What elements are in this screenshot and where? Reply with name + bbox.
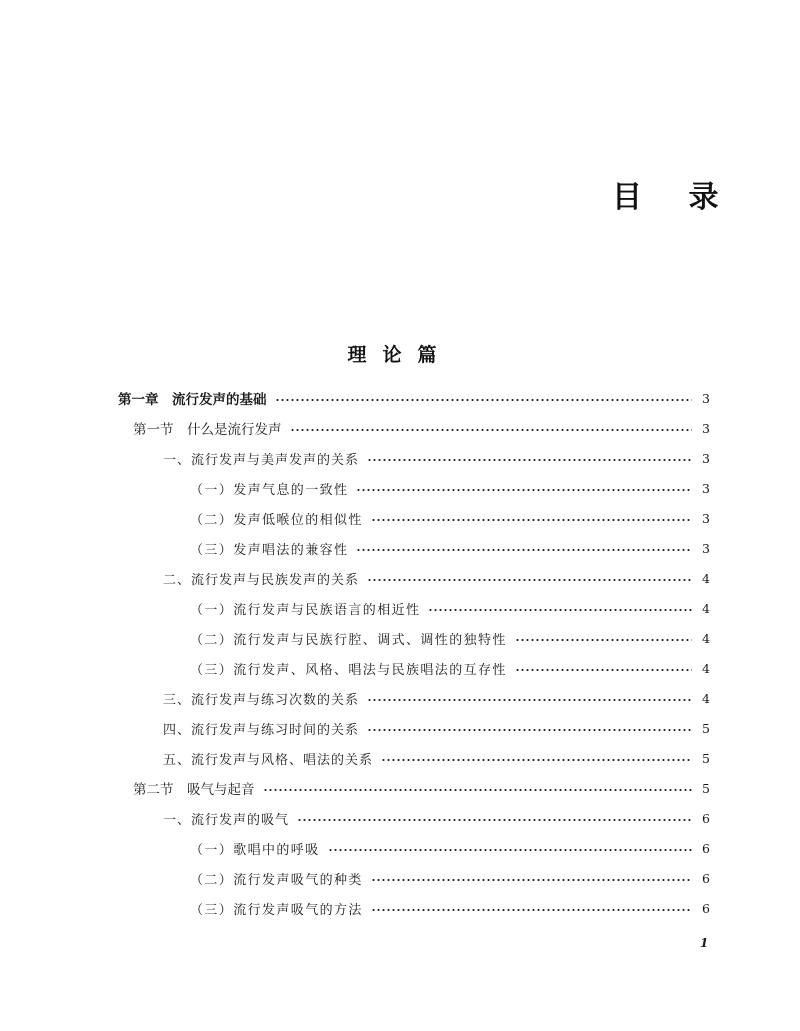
toc-entry[interactable] xyxy=(190,866,710,890)
toc-entry[interactable] xyxy=(190,656,710,680)
toc-entry[interactable] xyxy=(163,806,710,830)
toc-entry-label: （一）歌唱中的呼吸 xyxy=(190,842,320,858)
toc-entry[interactable] xyxy=(133,416,710,440)
toc-entry-page: 3 xyxy=(702,480,710,496)
dot-leader xyxy=(371,909,692,911)
toc-entry-page: 4 xyxy=(702,630,710,646)
dot-leader xyxy=(356,549,692,551)
toc-entry[interactable] xyxy=(190,536,710,560)
dot-leader xyxy=(275,399,693,401)
toc-entry-label: （二）流行发声吸气的种类 xyxy=(190,872,363,888)
toc-entry-label: 第一章 流行发声的基础 xyxy=(118,392,267,408)
toc-entry-page: 4 xyxy=(702,570,710,586)
toc-entry[interactable] xyxy=(118,386,710,410)
toc-entry-page: 4 xyxy=(702,660,710,676)
page-number: 1 xyxy=(700,936,709,950)
toc-entry-page: 6 xyxy=(702,900,710,916)
toc-entry[interactable] xyxy=(163,686,710,710)
dot-leader xyxy=(367,459,692,461)
toc-entry-label: （三）流行发声吸气的方法 xyxy=(190,902,363,918)
toc-entry[interactable] xyxy=(133,776,710,800)
dot-leader xyxy=(297,819,692,821)
toc-entry-page: 3 xyxy=(702,510,710,526)
dot-leader xyxy=(263,789,693,791)
toc-entry[interactable] xyxy=(163,716,710,740)
dot-leader xyxy=(371,879,692,881)
toc-entry-label: 一、流行发声的吸气 xyxy=(163,812,290,828)
dot-leader xyxy=(367,579,692,581)
toc-entry-page: 3 xyxy=(702,420,710,436)
toc-entry[interactable] xyxy=(190,506,710,530)
toc-entry-label: （二）发声低喉位的相似性 xyxy=(190,512,363,528)
toc-entry-page: 4 xyxy=(702,600,710,616)
dot-leader xyxy=(381,759,692,761)
dot-leader xyxy=(356,489,692,491)
toc-entry-label: （三）发声唱法的兼容性 xyxy=(190,542,349,558)
dot-leader xyxy=(428,609,692,611)
toc-entry[interactable] xyxy=(163,566,710,590)
part-title: 理论篇 xyxy=(347,344,453,366)
toc-entry-page: 6 xyxy=(702,810,710,826)
toc-entry-page: 6 xyxy=(702,870,710,886)
toc-entry[interactable] xyxy=(163,446,710,470)
toc-entry-label: （二）流行发声与民族行腔、调式、调性的独特性 xyxy=(190,632,507,648)
toc-entry-label: 三、流行发声与练习次数的关系 xyxy=(163,692,360,708)
toc-entry-page: 3 xyxy=(702,540,710,556)
toc-entry-label: 四、流行发声与练习时间的关系 xyxy=(163,722,360,738)
toc-entry-page: 4 xyxy=(702,690,710,706)
toc-entry-page: 3 xyxy=(702,450,710,466)
toc-entry[interactable] xyxy=(190,626,710,650)
toc-entry-label: （一）发声气息的一致性 xyxy=(190,482,349,498)
toc-entry-label: 第一节 什么是流行发声 xyxy=(133,422,282,438)
dot-leader xyxy=(328,849,692,851)
page-title: 目 录 xyxy=(612,180,737,215)
dot-leader xyxy=(515,639,692,641)
toc-entry[interactable] xyxy=(190,596,710,620)
dot-leader xyxy=(367,699,692,701)
dot-leader xyxy=(290,429,693,431)
toc-entry-page: 5 xyxy=(702,750,710,766)
toc-entry-label: （一）流行发声与民族语言的相近性 xyxy=(190,602,421,618)
toc-entry[interactable] xyxy=(190,476,710,500)
toc-entry-label: 一、流行发声与美声发声的关系 xyxy=(163,452,360,468)
toc-entry-label: 第二节 吸气与起音 xyxy=(133,782,255,798)
dot-leader xyxy=(367,729,692,731)
toc-entry-page: 3 xyxy=(702,390,710,406)
toc-entry-page: 5 xyxy=(702,720,710,736)
toc-entry-label: 二、流行发声与民族发声的关系 xyxy=(163,572,360,588)
dot-leader xyxy=(515,669,692,671)
toc-entry-page: 5 xyxy=(702,780,710,796)
toc-entry[interactable] xyxy=(190,836,710,860)
toc-entry[interactable] xyxy=(190,896,710,920)
toc-entry-page: 6 xyxy=(702,840,710,856)
toc-entry-label: 五、流行发声与风格、唱法的关系 xyxy=(163,752,374,768)
dot-leader xyxy=(371,519,692,521)
toc-entry-label: （三）流行发声、风格、唱法与民族唱法的互存性 xyxy=(190,662,507,678)
toc-entry[interactable] xyxy=(163,746,710,770)
